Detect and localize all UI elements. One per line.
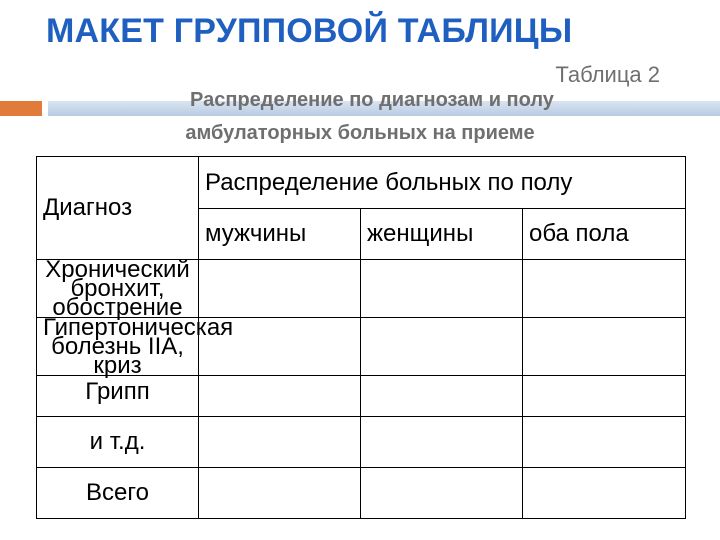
row-label-hypertension: Гипертоническая болезнь IIА, криз	[37, 318, 199, 376]
group-table	[36, 156, 686, 519]
subheader-men: мужчины	[199, 209, 361, 260]
cell-both	[523, 260, 686, 318]
cell-women	[361, 260, 523, 318]
table-row	[37, 376, 686, 417]
table-caption-line-1: Распределение по диагнозам и полу	[190, 89, 554, 111]
cell-both	[523, 376, 686, 417]
header-diagnosis: Диагноз	[37, 157, 199, 260]
row-label-total: Всего	[37, 468, 199, 519]
cell-women	[361, 376, 523, 417]
header-distribution: Распределение больных по полу	[199, 157, 686, 209]
cell-men	[199, 417, 361, 468]
cell-men	[199, 376, 361, 417]
table-caption-line-2: амбулаторных больных на приеме	[185, 122, 535, 144]
table-header-row	[37, 157, 686, 209]
subheader-both: оба пола	[523, 209, 686, 260]
row-label-flu: Грипп	[37, 376, 199, 417]
cell-women	[361, 318, 523, 376]
row-label-bronchitis: Хронический бронхит, обострение	[37, 260, 199, 318]
table-row	[37, 417, 686, 468]
subheader-women: женщины	[361, 209, 523, 260]
cell-women	[361, 468, 523, 519]
slide-title: МАКЕТ ГРУППОВОЙ ТАБЛИЦЫ	[46, 12, 573, 50]
cell-men	[199, 468, 361, 519]
row-label-etc: и т.д.	[37, 417, 199, 468]
cell-men	[199, 260, 361, 318]
cell-women	[361, 417, 523, 468]
table-row	[37, 318, 686, 376]
table-row	[37, 260, 686, 318]
cell-both	[523, 468, 686, 519]
table-row	[37, 468, 686, 519]
cell-both	[523, 318, 686, 376]
cell-both	[523, 417, 686, 468]
table-number: Таблица 2	[555, 62, 660, 87]
